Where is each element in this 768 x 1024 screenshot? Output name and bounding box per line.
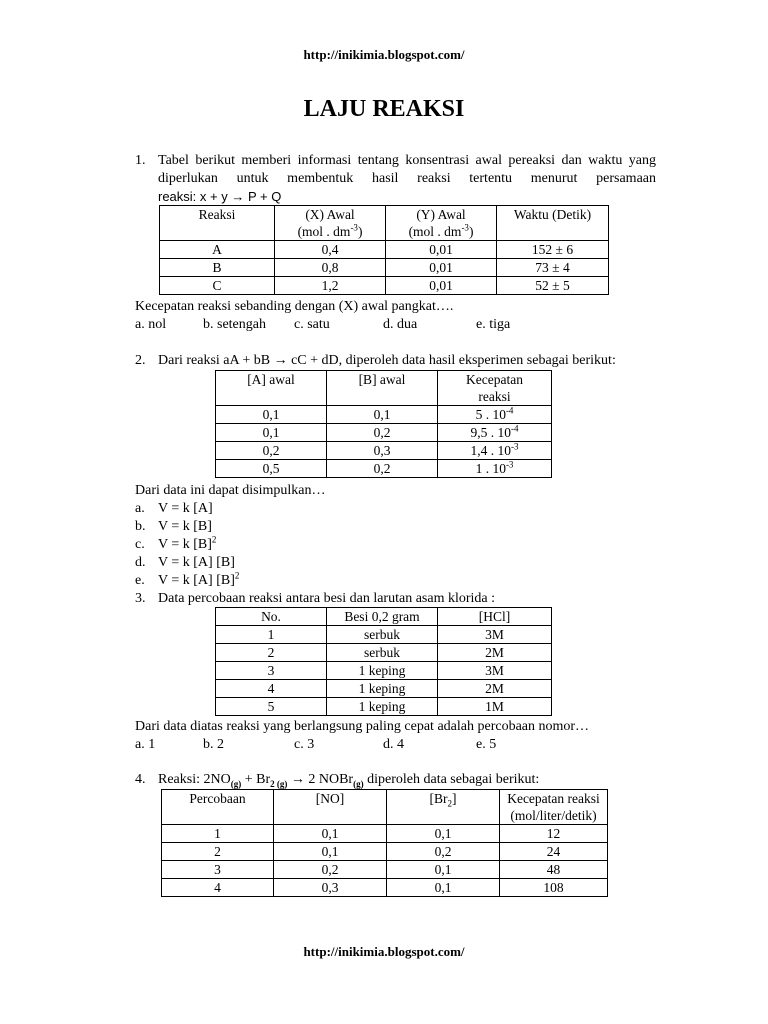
table-cell: 2M [438,644,552,662]
q4-table [161,789,608,897]
table-row [162,861,608,879]
table-cell: 0,1 [387,879,500,897]
table-cell: 0,1 [216,424,327,442]
table-cell: 1 keping [327,662,438,680]
q3-option-a: a. 1 [135,737,156,752]
page-title: LAJU REAKSI [303,96,465,122]
table-cell: serbuk [327,644,438,662]
table-cell: 4 [216,680,327,698]
table-cell: 5 . $10^{-4}$ [438,406,552,424]
table-header-cell: [HCl] [438,608,552,626]
footer-url: http://inikimia.blogspot.com/ [303,944,465,959]
table-row [162,879,608,897]
table-cell: 0,01 [386,277,497,295]
table-cell: 0,3 [327,442,438,460]
table-cell: 24 [500,843,608,861]
q1-number: 1. [135,153,146,168]
table-cell: 0,1 [274,843,387,861]
q4-text: Reaksi: $2NO_{(g)} + Br_{2 (g)} \to 2$ NOBr$_{(g)}$ diperoleh data sebagai berikut: [158,772,540,789]
table-cell: 2M [438,680,552,698]
table-cell: 0,01 [386,259,497,277]
table-cell: 1,4 . $10^{-3}$ [438,442,552,460]
table-cell: 1 [162,825,274,843]
q1-question: Kecepatan reaksi sebanding dengan (X) awal pangkat…. [135,299,454,314]
table-cell: 52 ± 5 [497,277,609,295]
q1-option-d: d. dua [383,317,418,332]
table-row [216,644,552,662]
q3-number: 3. [135,591,146,606]
table-cell: 0,2 [327,424,438,442]
q3-option-c: c. 3 [294,737,315,752]
table-header-row [160,206,609,241]
table-cell: 3M [438,626,552,644]
table-cell: 3 [216,662,327,680]
table-header-row [162,790,608,825]
table-cell: 2 [216,644,327,662]
table-cell: 0,1 [387,825,500,843]
table-cell: C [160,277,275,295]
table-cell: 5 [216,698,327,716]
table-cell: 0,8 [275,259,386,277]
q2-option-e: e. V = k [A] $[B]^2$ [135,570,240,588]
q3-option-d: d. 4 [383,737,404,752]
table-header-cell: Kecepatan reaksi [438,371,552,406]
table-header-cell: No. [216,608,327,626]
table-header-cell: Waktu (Detik) [497,206,609,241]
table-cell: 0,1 [387,861,500,879]
table-row [216,406,552,424]
table-cell: 1 keping [327,698,438,716]
q3-question: Dari data diatas reaksi yang berlangsung paling cepat adalah percobaan nomor… [135,719,590,734]
q2-number: 2. [135,353,146,368]
table-header-cell: [B] awal [327,371,438,406]
q1-option-e: e. tiga [476,317,511,332]
table-row [216,626,552,644]
table-header-cell: Percobaan [162,790,274,825]
table-cell: 1M [438,698,552,716]
q1-option-b: b. setengah [203,317,266,332]
table-row [216,680,552,698]
table-cell: 0,1 [216,406,327,424]
table-cell: 1,2 [275,277,386,295]
table-header-row [216,608,552,626]
table-cell: B [160,259,275,277]
table-cell: 0,2 [387,843,500,861]
table-header-cell: Reaksi [160,206,275,241]
table-row [216,424,552,442]
table-row [216,698,552,716]
table-header-cell: $[Br_2]$ [387,790,500,825]
table-cell: 0,2 [274,861,387,879]
q2-option-c: c. V = k $[B]^2$ [135,534,217,552]
table-cell: 3M [438,662,552,680]
table-header-row [216,371,552,406]
table-cell: 152 ± 6 [497,241,609,259]
table-cell: 0,1 [274,825,387,843]
q3-option-b: b. 2 [203,737,224,752]
table-cell: 108 [500,879,608,897]
table-cell: 0,01 [386,241,497,259]
table-cell: 0,2 [327,460,438,478]
q1-option-c: c. satu [294,317,330,332]
table-cell: 1 [216,626,327,644]
table-cell: 4 [162,879,274,897]
table-cell: A [160,241,275,259]
table-row [160,241,609,259]
table-header-cell: Besi 0,2 gram [327,608,438,626]
table-row [160,259,609,277]
q4-number: 4. [135,772,146,787]
table-header-cell: (Y) Awal (mol . $dm^{-3}$) [386,206,497,241]
header-url: http://inikimia.blogspot.com/ [303,47,465,62]
table-cell: 12 [500,825,608,843]
table-header-cell: Kecepatan reaksi (mol/liter/detik) [500,790,608,825]
table-row [162,843,608,861]
q2-options [135,500,239,590]
q2-text: Dari reaksi aA + bB → cC + dD, diperoleh data hasil eksperimen sebagai berikut: [158,353,616,368]
table-row [216,662,552,680]
q1-equation: reaksi: x + y → P + Q [158,189,282,204]
table-cell: 9,5 . $10^{-4}$ [438,424,552,442]
table-cell: 48 [500,861,608,879]
table-cell: serbuk [327,626,438,644]
table-row [216,460,552,478]
table-cell: 1 keping [327,680,438,698]
q2-option-b: b. V = k [B] [135,519,212,534]
table-row [216,442,552,460]
table-cell: 0,5 [216,460,327,478]
table-header-cell: (X) Awal (mol . $dm^{-3}$) [275,206,386,241]
q3-table [215,607,552,716]
table-header-cell: [NO] [274,790,387,825]
q1-table [159,205,609,295]
q2-question: Dari data ini dapat disimpulkan… [135,483,326,498]
table-cell: 0,1 [327,406,438,424]
q1-text: Tabel berikut memberi informasi tentang konsentrasi awal pereaksi dan waktu yang diperlukan untuk membentuk hasil reaksi tertentu menurut persamaan [158,153,656,186]
q2-table [215,370,552,478]
table-cell: 3 [162,861,274,879]
q3-text: Data percobaan reaksi antara besi dan larutan asam klorida : [158,591,496,606]
table-header-cell: [A] awal [216,371,327,406]
table-row [162,825,608,843]
q2-option-a: a. V = k [A] [135,501,213,516]
table-cell: 73 ± 4 [497,259,609,277]
table-cell: 1 . $10^{-3}$ [438,460,552,478]
q3-option-e: e. 5 [476,737,497,752]
table-cell: 0,4 [275,241,386,259]
q1-option-a: a. nol [135,317,167,332]
q2-option-d: d. V = k [A] [B] [135,555,235,570]
table-cell: 0,3 [274,879,387,897]
table-cell: 2 [162,843,274,861]
table-row [160,277,609,295]
table-cell: 0,2 [216,442,327,460]
